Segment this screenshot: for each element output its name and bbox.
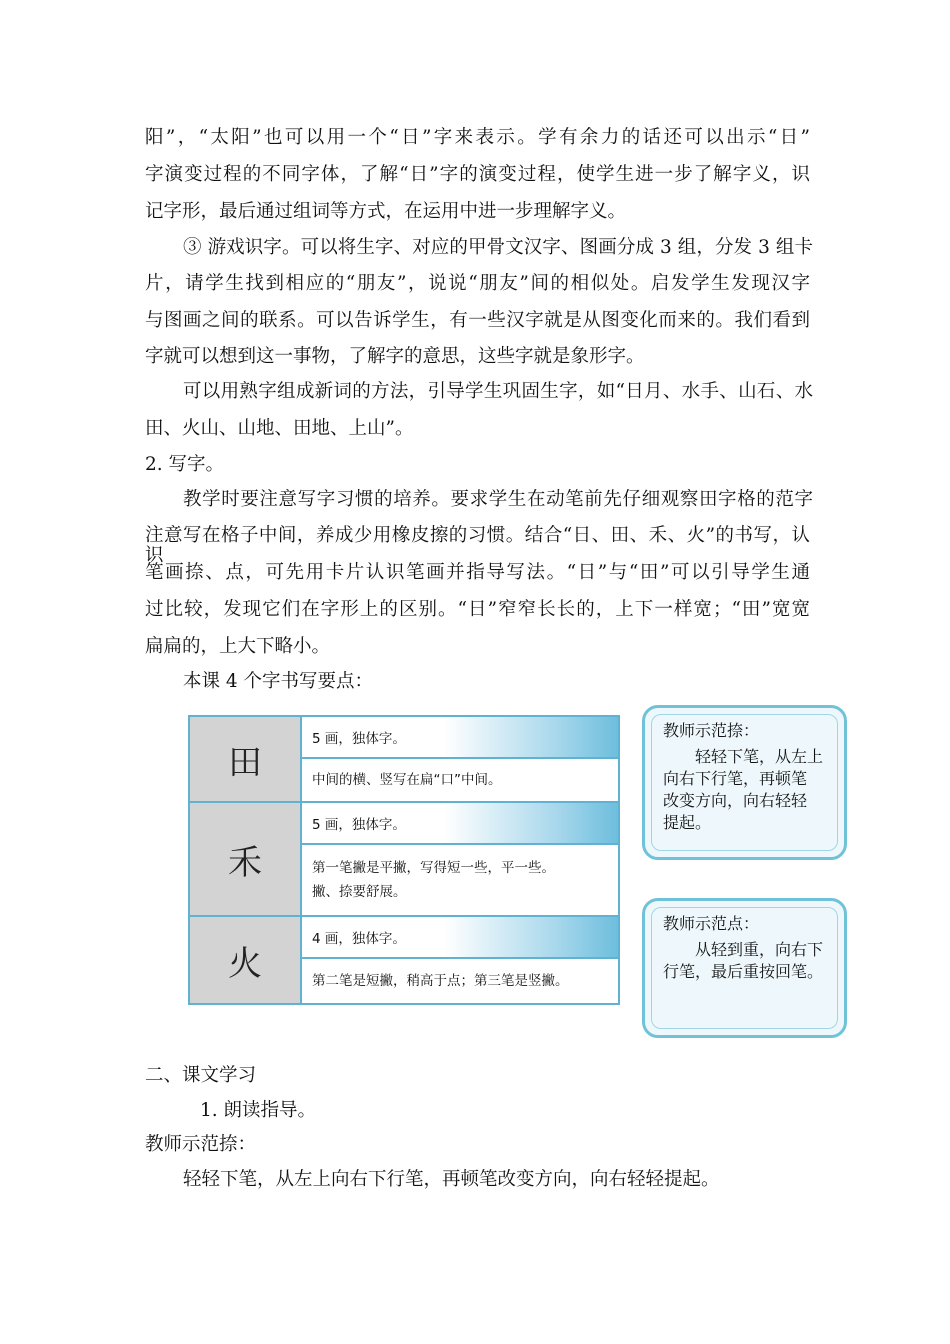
paragraph-line: 可以用熟字组成新词的方法，引导学生巩固生字，如“日月、水手、山石、水 <box>183 381 813 402</box>
character-table <box>188 715 620 1005</box>
stroke-count: 5 画，独体字。 <box>302 803 618 845</box>
callout-dian <box>642 898 847 1038</box>
char-cell: 禾 <box>190 803 302 917</box>
paragraph-line: 记字形，最后通过组词等方式，在运用中进一步理解字义。 <box>145 201 627 222</box>
char-cell: 田 <box>190 717 302 803</box>
paragraph-line: 田、火山、山地、田地、上山”。 <box>145 418 414 439</box>
writing-tip <box>302 845 618 917</box>
paragraph-line: ③ 游戏识字。可以将生字、对应的甲骨文汉字、图画分成 3 组，分发 3 组卡 <box>183 237 813 258</box>
stroke-count: 5 画，独体字。 <box>302 717 618 759</box>
subsection-heading: 1. 朗读指导。 <box>200 1100 317 1121</box>
writing-tip-line: 第一笔撇是平撇，写得短一些，平一些。 <box>312 860 555 876</box>
char-cell: 火 <box>190 917 302 1003</box>
writing-tip-line: 中间的横、竖写在扁“口”中间。 <box>312 772 502 788</box>
paragraph-line: 片，请学生找到相应的“朋友”，说说“朋友”间的相似处。启发学生发现汉字 <box>145 273 810 294</box>
paragraph-line: 阳”，“太阳”也可以用一个“日”字来表示。学有余力的话还可以出示“日” <box>145 127 810 148</box>
paragraph-line: 字就可以想到这一事物，了解字的意思，这些字就是象形字。 <box>145 346 645 367</box>
section-heading: 2. 写字。 <box>145 454 225 475</box>
stroke-count: 4 画，独体字。 <box>302 917 618 959</box>
paragraph-line: 与图画之间的联系。可以告诉学生，有一些汉字就是从图变化而来的。我们看到 <box>145 310 810 331</box>
paragraph-line: 扁扁的，上大下略小。 <box>145 636 331 657</box>
paragraph-line: 过比较，发现它们在字形上的区别。“日”窄窄长长的，上下一样宽；“田”宽宽 <box>145 599 810 620</box>
paragraph-line: 笔画捺、点，可先用卡片认识笔画并指导写法。“日”与“田”可以引导学生通 <box>145 562 810 583</box>
writing-tip <box>302 959 618 1003</box>
paragraph-line: 注意写在格子中间，养成少用橡皮擦的习惯。结合“日、田、禾、火”的书写，认识 <box>145 525 810 566</box>
callout-title: 教师示范点： <box>663 914 760 933</box>
writing-tip-line: 撇、捺要舒展。 <box>312 884 407 900</box>
writing-tip-line: 第二笔是短撇，稍高于点；第三笔是竖撇。 <box>312 973 569 989</box>
callout-title: 教师示范捺： <box>663 721 760 740</box>
callout-body: 轻轻下笔，从左上向右下行笔，再顿笔 改变方向，向右轻轻 提起。 <box>663 747 824 832</box>
callout-na <box>642 705 847 860</box>
paragraph-line: 轻轻下笔，从左上向右下行笔，再顿笔改变方向，向右轻轻提起。 <box>183 1169 720 1190</box>
paragraph-line: 教师示范捺： <box>145 1134 257 1155</box>
paragraph-line: 教学时要注意写字习惯的培养。要求学生在动笔前先仔细观察田字格的范字 <box>183 489 813 510</box>
paragraph-line: 字演变过程的不同字体，了解“日”字的演变过程，使学生进一步了解字义，识 <box>145 164 810 185</box>
paragraph-line: 本课 4 个字书写要点： <box>183 671 374 692</box>
section-heading: 二、课文学习 <box>145 1065 257 1086</box>
writing-tip <box>302 759 618 803</box>
callout-body: 从轻到重，向右下行笔，最后重按回笔。 <box>663 940 824 981</box>
